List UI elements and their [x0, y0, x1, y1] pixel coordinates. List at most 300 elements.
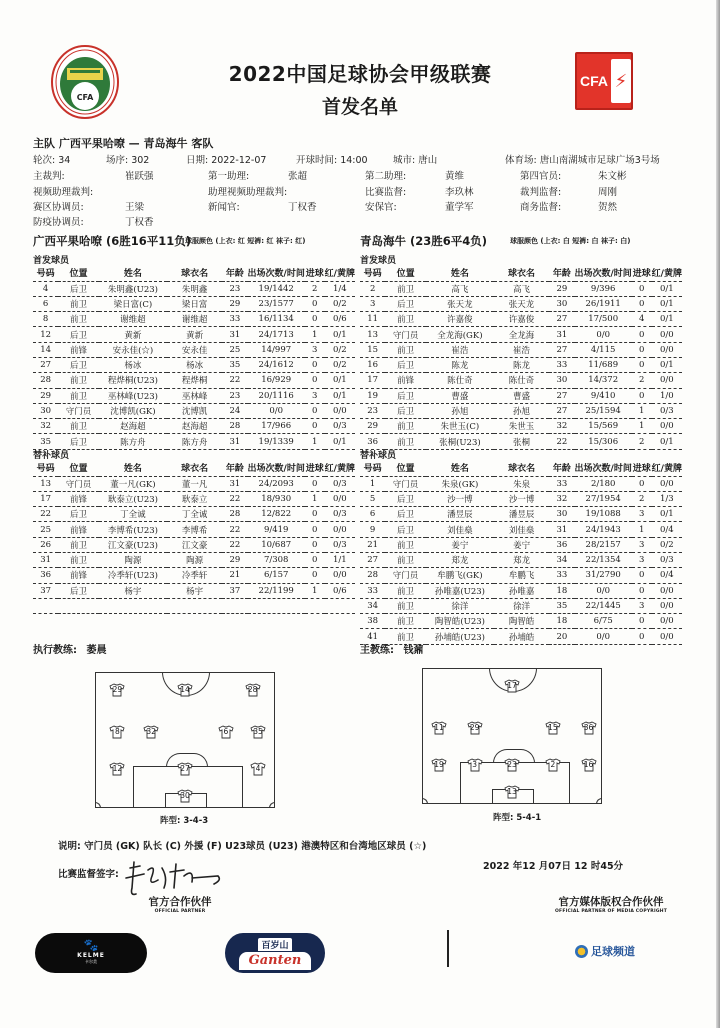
appearances-cell: 14/372	[575, 373, 632, 388]
player-name-cell: 赵海超	[99, 419, 167, 434]
match-date: 日期: 2022-12-07	[186, 155, 267, 166]
matchup-heading: 主队 广西平果哈嘹 — 青岛海牛 客队	[33, 137, 214, 150]
table-row	[360, 419, 682, 434]
number-cell: 36	[33, 568, 58, 583]
official-value: 丁权香	[288, 202, 317, 213]
cards-cell: 0/0	[652, 342, 682, 357]
age-cell: 27	[549, 342, 574, 357]
player-name-cell: 刘佳燊	[426, 522, 494, 537]
cards-cell: 0/0	[652, 629, 682, 644]
table-header-row	[360, 459, 682, 476]
player-name-cell: 梁日富(C)	[99, 296, 167, 311]
table-row	[33, 537, 355, 552]
appearances-cell: 22/1354	[575, 552, 632, 567]
age-cell: 22	[222, 373, 247, 388]
age-cell: 32	[549, 419, 574, 434]
appearances-cell: 19/1088	[575, 507, 632, 522]
goals-cell: 0	[305, 312, 325, 327]
shirt-number: 23	[507, 760, 517, 770]
table-row	[33, 568, 355, 583]
position-cell: 后卫	[385, 507, 426, 522]
appearances-cell: 14/997	[248, 342, 305, 357]
official-partner-cn: 官方合作伙伴	[148, 896, 212, 908]
player-name-cell: 丁全诚	[99, 507, 167, 522]
goals-cell: 4	[632, 312, 652, 327]
column-header-appearances: 出场次数/时间	[248, 264, 305, 281]
position-cell: 前卫	[58, 537, 99, 552]
number-cell: 28	[360, 568, 385, 583]
appearances-cell: 16/1134	[248, 312, 305, 327]
age-cell: 31	[549, 327, 574, 342]
table-row	[33, 598, 355, 613]
official-value: 王梁	[125, 202, 145, 213]
column-header-number: 号码	[33, 459, 58, 476]
shirt-name-cell: 冷季轩	[167, 568, 222, 583]
player-name-cell: 杨冰	[99, 357, 167, 372]
player-shirt-marker	[245, 683, 261, 697]
number-cell: 36	[360, 434, 385, 449]
shirt-name-cell: 梁日富	[167, 296, 222, 311]
kelme-sponsor-logo	[35, 933, 147, 973]
home-starters-label: 首发球员	[33, 256, 70, 266]
position-cell: 前锋	[385, 373, 426, 388]
goals-cell: 0	[632, 568, 652, 583]
shirt-name-cell: 李博希	[167, 522, 222, 537]
player-name-cell: 沈博凯(GK)	[99, 403, 167, 418]
player-name-cell: 江文豪(U23)	[99, 537, 167, 552]
table-row	[360, 537, 682, 552]
column-header-cards: 红/黄牌	[325, 459, 355, 476]
position-cell: 守门员	[385, 476, 426, 491]
goals-cell: 0	[305, 476, 325, 491]
appearances-cell: 0/0	[248, 403, 305, 418]
position-cell: 后卫	[385, 522, 426, 537]
goals-cell: 3	[632, 552, 652, 567]
shirt-number: 35	[253, 726, 263, 736]
official-label: 裁判监督:	[520, 187, 562, 198]
player-name-cell: 徐洋	[426, 598, 494, 613]
shirt-name-cell: 陈方舟	[167, 434, 222, 449]
official-label: 第四官员:	[520, 171, 562, 182]
shirt-name-cell: 全龙海	[494, 327, 549, 342]
cards-cell: 0/4	[652, 522, 682, 537]
home-coach-name: 萎晨	[86, 645, 107, 656]
appearances-cell: 9/419	[248, 522, 305, 537]
appearances-cell: 28/2157	[575, 537, 632, 552]
number-cell: 32	[33, 419, 58, 434]
official-label: 防疫协调员:	[33, 217, 84, 228]
shirt-number: 16	[583, 760, 594, 770]
official-value: 贺然	[598, 202, 618, 213]
number-cell: 35	[33, 434, 58, 449]
column-header-number: 号码	[360, 459, 385, 476]
goals-cell: 1	[632, 403, 652, 418]
signature-label: 比赛监督签字:	[58, 869, 119, 880]
table-row	[33, 342, 355, 357]
age-cell: 28	[222, 419, 247, 434]
age-cell: 30	[549, 507, 574, 522]
column-header-position: 位置	[385, 264, 426, 281]
age-cell: 20	[549, 629, 574, 644]
column-header-cards: 红/黄牌	[325, 264, 355, 281]
cards-cell: 0/0	[652, 598, 682, 613]
home-coach-label: 执行教练:	[33, 645, 77, 656]
cards-cell: 0/1	[652, 357, 682, 372]
number-cell: 9	[360, 522, 385, 537]
shirt-number: 14	[180, 685, 190, 695]
player-shirt-marker	[177, 789, 193, 803]
number-cell: 3	[360, 296, 385, 311]
number-cell: 15	[360, 342, 385, 357]
player-name-cell: 孙唯嘉(U23)	[426, 583, 494, 598]
appearances-cell: 16/929	[248, 373, 305, 388]
cards-cell: 0/1	[652, 507, 682, 522]
number-cell: 13	[33, 476, 58, 491]
number-cell: 4	[33, 281, 58, 296]
position-cell: 前卫	[58, 552, 99, 567]
player-name-cell: 姜宁	[426, 537, 494, 552]
column-header-shirt-name: 球衣名	[167, 459, 222, 476]
position-cell: 前锋	[58, 491, 99, 506]
table-row	[360, 388, 682, 403]
appearances-cell: 15/306	[575, 434, 632, 449]
shirt-number: 17	[507, 681, 517, 691]
city: 城市: 唐山	[393, 155, 438, 166]
goals-cell: 0	[305, 403, 325, 418]
cards-cell: 0/1	[652, 312, 682, 327]
shirt-number: 6	[223, 726, 229, 736]
shirt-name-cell: 陈龙	[494, 357, 549, 372]
goals-cell: 1	[305, 491, 325, 506]
player-name-cell: 李博希(U23)	[99, 522, 167, 537]
appearances-cell: 25/1594	[575, 403, 632, 418]
stadium: 体育场: 唐山南湖城市足球广场3号场	[505, 155, 660, 166]
position-cell: 前卫	[58, 312, 99, 327]
column-header-age: 年龄	[222, 264, 247, 281]
goals-cell: 3	[305, 342, 325, 357]
goals-cell: 3	[632, 598, 652, 613]
column-header-number: 号码	[33, 264, 58, 281]
shirt-name-cell: 巫林峰	[167, 388, 222, 403]
age-cell: 32	[549, 491, 574, 506]
cfa-brand-logo	[575, 52, 633, 110]
player-name-cell: 张天龙	[426, 296, 494, 311]
player-name-cell	[99, 598, 167, 613]
number-cell: 14	[33, 342, 58, 357]
player-name-cell: 陈龙	[426, 357, 494, 372]
number-cell: 29	[360, 419, 385, 434]
number-cell: 6	[33, 296, 58, 311]
table-header-row	[360, 264, 682, 281]
column-header-position: 位置	[58, 264, 99, 281]
position-cell: 前卫	[385, 629, 426, 644]
number-cell: 28	[33, 373, 58, 388]
appearances-cell: 27/1954	[575, 491, 632, 506]
position-cell: 后卫	[385, 491, 426, 506]
number-cell: 26	[33, 537, 58, 552]
player-shirt-marker	[504, 679, 520, 693]
shirt-name-cell: 朱泉	[494, 476, 549, 491]
player-name-cell: 安永佳(☆)	[99, 342, 167, 357]
appearances-cell: 22/1445	[575, 598, 632, 613]
corner-arc	[269, 802, 275, 808]
column-header-number: 号码	[360, 264, 385, 281]
shirt-number: 13	[507, 787, 517, 797]
media-partner-cn: 官方媒体版权合作伙伴	[558, 896, 664, 908]
appearances-cell: 26/1911	[575, 296, 632, 311]
cfa-brand-text: CFA	[580, 73, 608, 89]
corner-arc	[596, 798, 602, 804]
table-row	[33, 552, 355, 567]
cards-cell: 0/2	[325, 357, 355, 372]
table-row	[33, 403, 355, 418]
age-cell: 18	[549, 583, 574, 598]
player-shirt-marker	[545, 721, 561, 735]
official-label: 主裁判:	[33, 171, 65, 182]
shirt-name-cell: 沈博凯	[167, 403, 222, 418]
number-cell: 22	[33, 507, 58, 522]
position-cell: 前卫	[385, 342, 426, 357]
away-coach-name: 钱鼐	[403, 645, 424, 656]
table-row	[360, 342, 682, 357]
appearances-cell: 31/2790	[575, 568, 632, 583]
cards-cell: 0/0	[325, 403, 355, 418]
cards-cell: 0/0	[325, 491, 355, 506]
appearances-cell: 9/396	[575, 281, 632, 296]
appearances-cell: 22/1199	[248, 583, 305, 598]
position-cell: 前卫	[385, 281, 426, 296]
shirt-name-cell: 赵海超	[167, 419, 222, 434]
shirt-name-cell: 曹盛	[494, 388, 549, 403]
shirt-name-cell: 孙埔皓	[494, 629, 549, 644]
cards-cell: 1/4	[325, 281, 355, 296]
shirt-name-cell: 潘昱辰	[494, 507, 549, 522]
cards-cell: 0/0	[652, 614, 682, 629]
official-value: 崔跃强	[125, 171, 154, 182]
match-number: 场序: 302	[106, 155, 150, 166]
goals-cell: 0	[632, 342, 652, 357]
shirt-number: 29	[469, 722, 480, 732]
goals-cell: 0	[632, 327, 652, 342]
position-cell: 后卫	[385, 357, 426, 372]
shirt-number: 12	[112, 764, 123, 774]
shirt-name-cell	[167, 598, 222, 613]
goals-cell: 0	[305, 537, 325, 552]
away-formation-pitch	[422, 668, 602, 804]
media-partner-heading	[546, 894, 676, 914]
shirt-number: 15	[548, 722, 558, 732]
shirt-name-cell: 张桐	[494, 434, 549, 449]
cards-cell: 0/1	[325, 388, 355, 403]
age-cell: 24	[222, 403, 247, 418]
table-row	[360, 491, 682, 506]
table-row	[360, 598, 682, 613]
position-cell: 后卫	[58, 327, 99, 342]
cards-cell: 0/2	[325, 296, 355, 311]
number-cell: 12	[33, 327, 58, 342]
position-cell: 守门员	[58, 476, 99, 491]
age-cell: 25	[222, 342, 247, 357]
table-row	[33, 388, 355, 403]
official-value: 周刚	[598, 187, 618, 198]
column-header-appearances: 出场次数/时间	[248, 459, 305, 476]
official-value: 张超	[288, 171, 308, 182]
table-row	[360, 357, 682, 372]
page-subtitle: 首发名单	[321, 96, 398, 118]
appearances-cell: 19/1442	[248, 281, 305, 296]
age-cell: 33	[549, 568, 574, 583]
position-cell: 前卫	[58, 419, 99, 434]
age-cell: 31	[222, 476, 247, 491]
table-row	[33, 434, 355, 449]
shirt-name-cell: 谢维超	[167, 312, 222, 327]
number-cell: 13	[360, 327, 385, 342]
number-cell: 11	[360, 312, 385, 327]
table-row	[33, 583, 355, 598]
number-cell: 21	[360, 537, 385, 552]
goals-cell: 0	[305, 373, 325, 388]
position-cell: 后卫	[385, 388, 426, 403]
shirt-number: 32	[146, 726, 156, 736]
goals-cell: 0	[632, 281, 652, 296]
appearances-cell: 23/1577	[248, 296, 305, 311]
number-cell: 29	[33, 388, 58, 403]
player-name-cell: 郑龙	[426, 552, 494, 567]
ganten-en: Ganten	[239, 952, 311, 970]
shirt-name-cell: 江文豪	[167, 537, 222, 552]
column-header-shirt-name: 球衣名	[167, 264, 222, 281]
column-header-cards: 红/黄牌	[652, 264, 682, 281]
shirt-name-cell: 杨冰	[167, 357, 222, 372]
number-cell: 33	[360, 583, 385, 598]
table-row	[33, 476, 355, 491]
age-cell: 37	[222, 583, 247, 598]
appearances-cell: 7/308	[248, 552, 305, 567]
column-header-goals: 进球	[305, 459, 325, 476]
official-label: 第二助理:	[365, 171, 407, 182]
away-coach-label: 主教练:	[360, 645, 394, 656]
shirt-name-cell: 许嘉俊	[494, 312, 549, 327]
age-cell: 33	[549, 476, 574, 491]
shirt-name-cell: 丁全诚	[167, 507, 222, 522]
age-cell: 22	[222, 537, 247, 552]
home-kit-colors: 球服颜色 (上衣: 红 短裤: 红 袜子: 红)	[185, 237, 306, 245]
table-header-row	[33, 459, 355, 476]
player-name-cell: 陈仕奇	[426, 373, 494, 388]
svg-text:CFA: CFA	[76, 93, 94, 102]
scan-edge-shadow	[716, 0, 720, 1028]
appearances-cell: 24/1713	[248, 327, 305, 342]
official-value: 丁权香	[125, 217, 154, 228]
goals-cell	[305, 598, 325, 613]
player-name-cell: 陶源	[99, 552, 167, 567]
goals-cell: 1	[632, 419, 652, 434]
position-cell: 前卫	[58, 296, 99, 311]
table-row	[360, 522, 682, 537]
number-cell: 37	[33, 583, 58, 598]
shirt-name-cell: 董一凡	[167, 476, 222, 491]
column-header-goals: 进球	[632, 264, 652, 281]
column-header-age: 年龄	[222, 459, 247, 476]
cards-cell	[325, 598, 355, 613]
player-name-cell: 杨宇	[99, 583, 167, 598]
official-label: 赛区协调员:	[33, 202, 84, 213]
player-name-cell: 朱世玉(C)	[426, 419, 494, 434]
shirt-name-cell: 杨宇	[167, 583, 222, 598]
column-header-shirt-name: 球衣名	[494, 264, 549, 281]
official-label: 安保官:	[365, 202, 397, 213]
player-shirt-marker	[431, 758, 447, 772]
round: 轮次: 34	[33, 155, 71, 166]
table-row	[33, 296, 355, 311]
player-name-cell: 巫林峰(U23)	[99, 388, 167, 403]
player-shirt-marker	[109, 762, 125, 776]
position-cell: 前卫	[58, 373, 99, 388]
shirt-name-cell: 朱明鑫	[167, 281, 222, 296]
cards-cell: 0/1	[652, 281, 682, 296]
table-row	[33, 357, 355, 372]
goals-cell: 1	[305, 327, 325, 342]
shirt-number: 27	[180, 764, 190, 774]
official-label: 商务监督:	[520, 202, 562, 213]
football-channel-logo	[575, 943, 635, 959]
away-starters-label: 首发球员	[360, 256, 397, 266]
player-name-cell: 黄新	[99, 327, 167, 342]
cards-cell: 0/3	[652, 552, 682, 567]
official-label: 视频助理裁判:	[33, 187, 94, 198]
shirt-name-cell: 崔浩	[494, 342, 549, 357]
table-row	[360, 434, 682, 449]
position-cell: 前卫	[385, 312, 426, 327]
cards-cell: 0/0	[325, 522, 355, 537]
shirt-name-cell: 耿泰立	[167, 491, 222, 506]
shirt-number: 36	[583, 722, 594, 732]
player-name-cell: 朱明鑫(U23)	[99, 281, 167, 296]
shirt-number: 2	[550, 760, 556, 770]
goals-cell: 0	[632, 388, 652, 403]
cards-cell: 0/4	[652, 568, 682, 583]
shirt-name-cell: 程烨桐	[167, 373, 222, 388]
table-row	[33, 507, 355, 522]
column-header-goals: 进球	[305, 264, 325, 281]
number-cell: 38	[360, 614, 385, 629]
cards-cell: 0/1	[325, 434, 355, 449]
appearances-cell	[248, 598, 305, 613]
appearances-cell: 20/1116	[248, 388, 305, 403]
position-cell: 前卫	[385, 537, 426, 552]
shirt-name-cell: 安永佳	[167, 342, 222, 357]
number-cell: 41	[360, 629, 385, 644]
shirt-number: 29	[112, 685, 123, 695]
goals-cell: 3	[632, 537, 652, 552]
goals-cell: 0	[632, 357, 652, 372]
position-cell: 后卫	[58, 507, 99, 522]
position-cell: 前卫	[385, 583, 426, 598]
player-name-cell: 耿泰立(U23)	[99, 491, 167, 506]
number-cell: 23	[360, 403, 385, 418]
table-row	[360, 614, 682, 629]
cards-cell: 0/0	[652, 476, 682, 491]
table-row	[33, 419, 355, 434]
away-subs-label: 替补球员	[360, 451, 397, 461]
age-cell: 31	[549, 522, 574, 537]
home-subs-table	[33, 459, 355, 614]
corner-arc	[422, 798, 428, 804]
cards-cell: 1/3	[652, 491, 682, 506]
shirt-name-cell: 沙一博	[494, 491, 549, 506]
goals-cell: 1	[305, 434, 325, 449]
cards-cell: 0/0	[652, 419, 682, 434]
